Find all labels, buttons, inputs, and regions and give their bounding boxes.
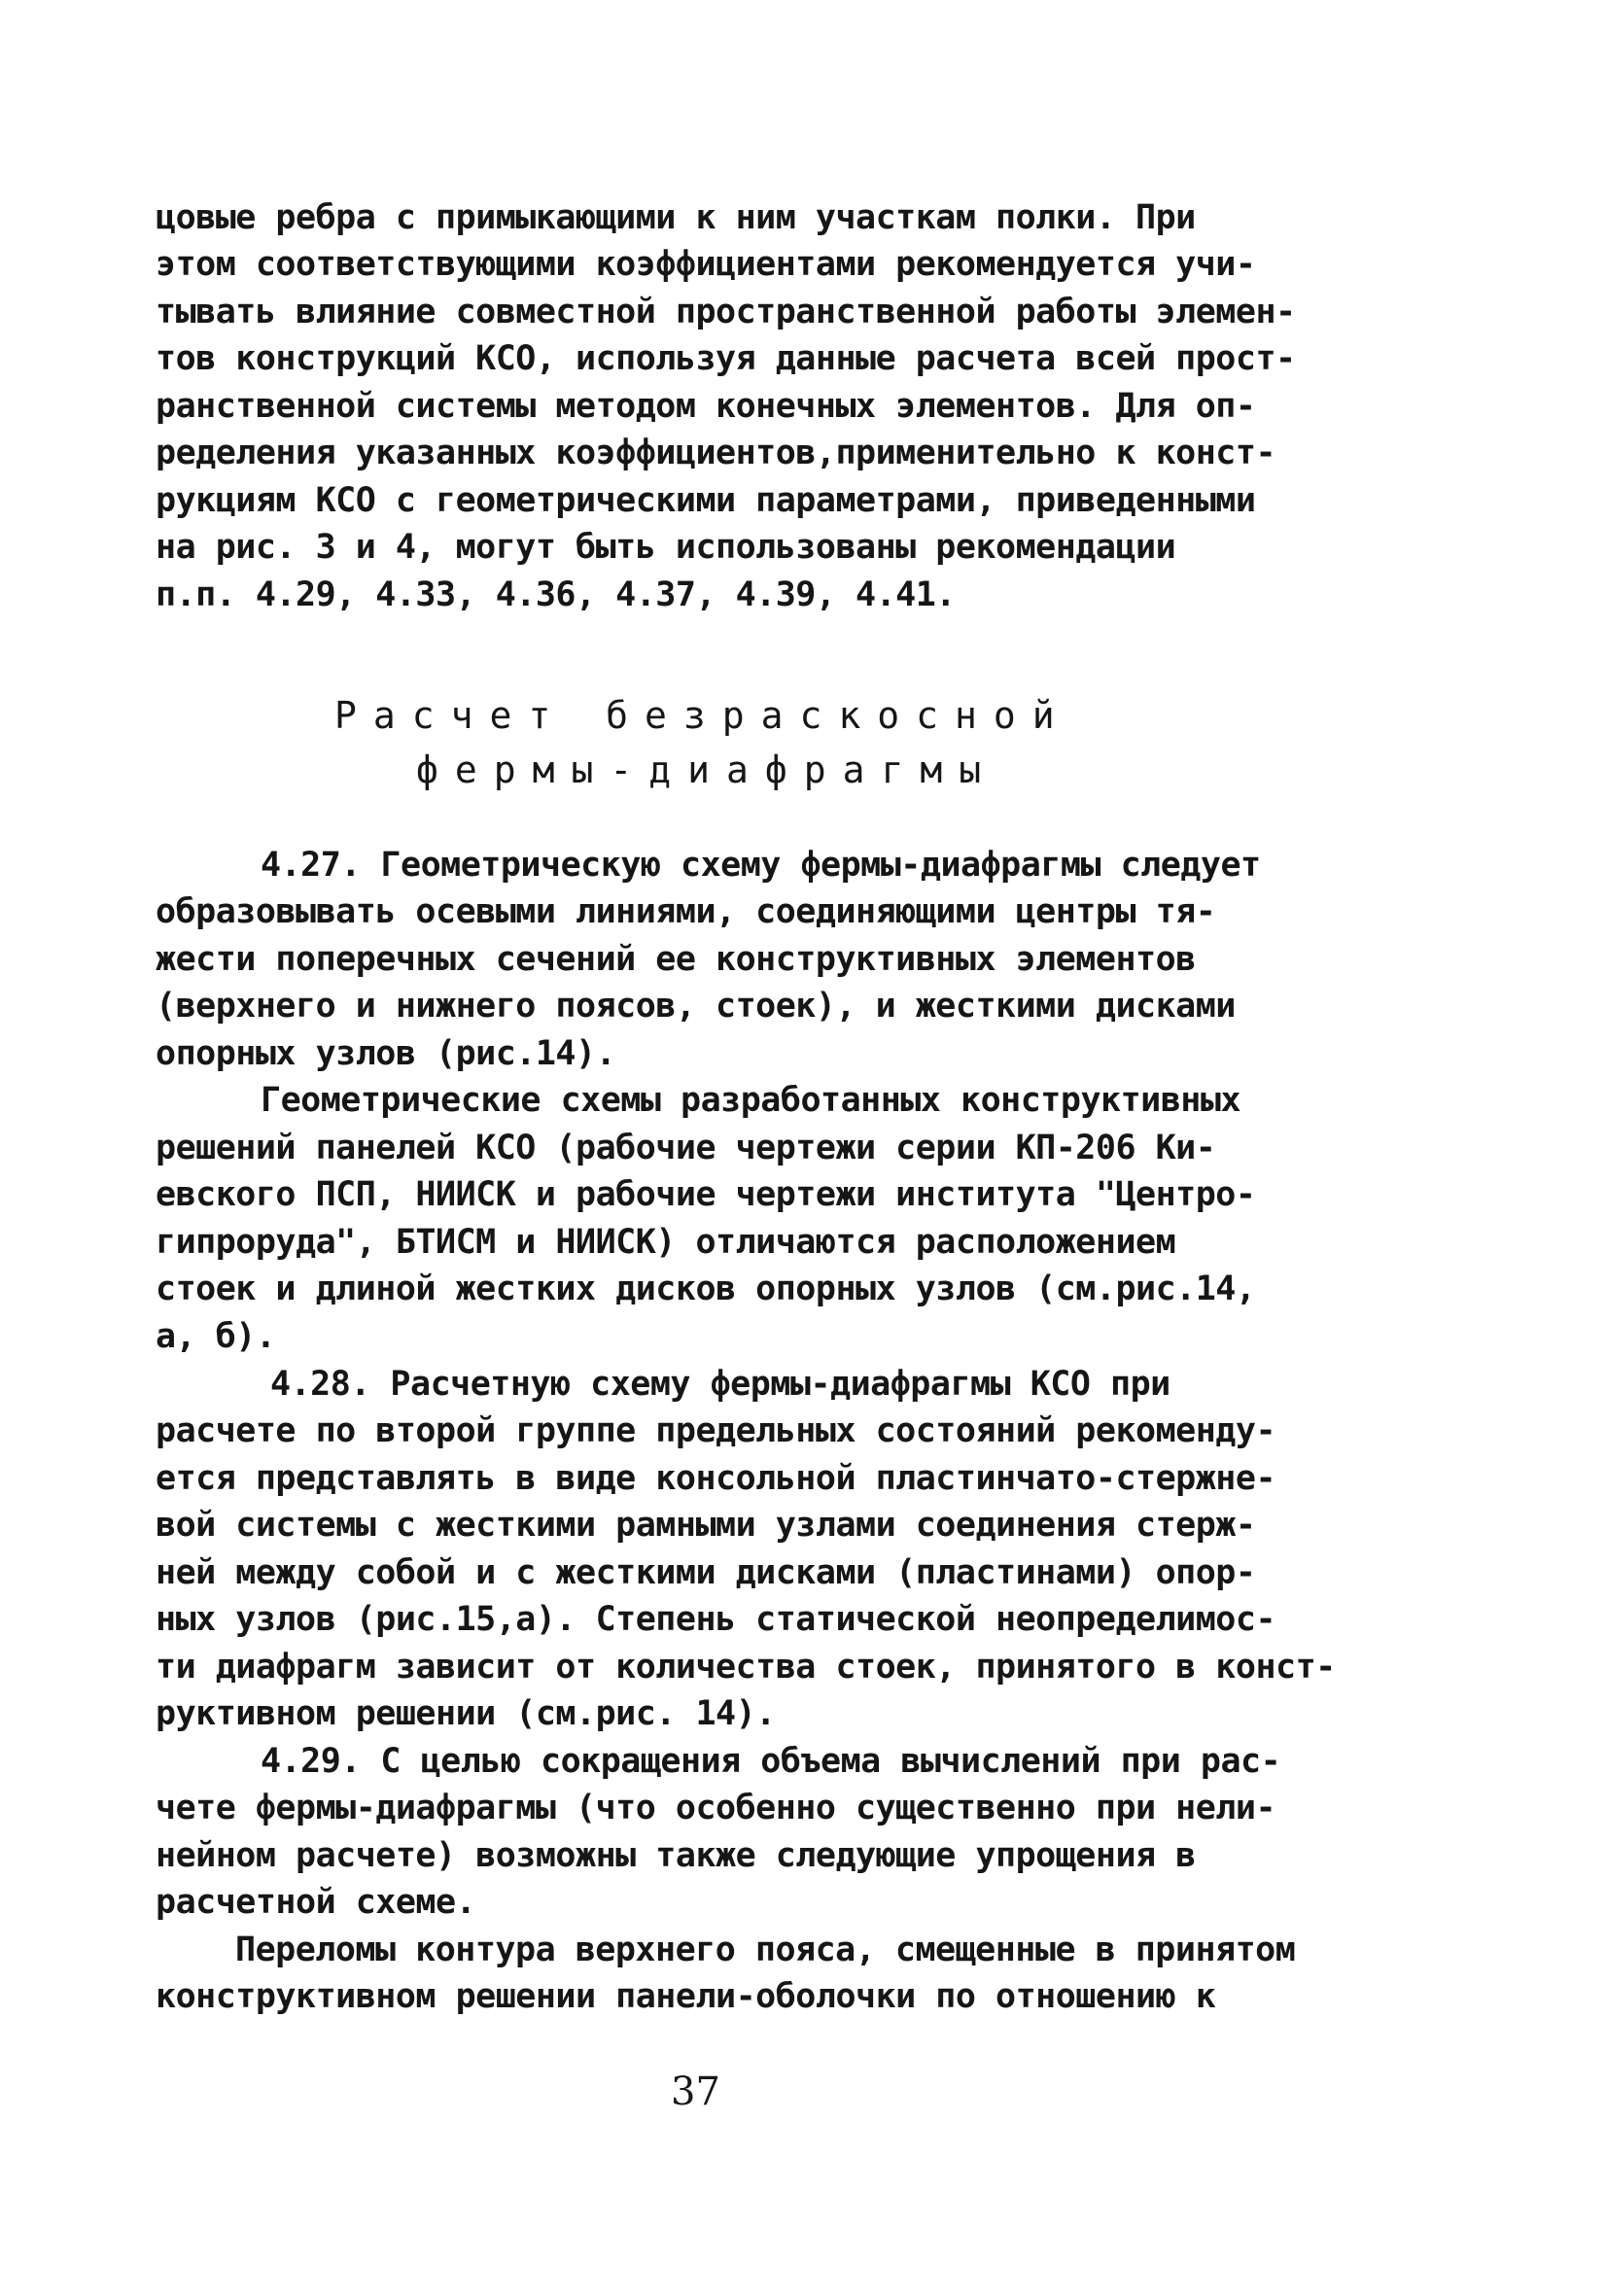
text-line: решений панелей КСО (рабочие чертежи серии КП-206 Ки- (156, 1129, 1216, 1167)
text-line: ределения указанных коэффициентов,применительно к конст- (156, 434, 1276, 472)
text-line: расчете по второй группе предельных состояний рекоменду- (156, 1411, 1276, 1450)
text-line: 4.28. Расчетную схему фермы-диафрагмы КСО при (270, 1365, 1170, 1404)
text-line: 4.27. Геометрическую схему фермы-диафрагмы следует (261, 846, 1261, 885)
text-line: цовые ребра с примыкающими к ним участкам полки. При (156, 198, 1196, 237)
text-line: евского ПСП, НИИСК и рабочие чертежи института "Центро- (156, 1175, 1256, 1214)
section-heading-line-2: фермы-диафрагмы (416, 748, 998, 791)
text-line: ней между собой и с жесткими дисками (пластинами) опор- (156, 1553, 1256, 1592)
text-line: стоек и длиной жестких дисков опорных узлов (см.рис.14, (156, 1270, 1256, 1308)
text-line: гипроруда", БТИСМ и НИИСК) отличаются расположением (156, 1223, 1176, 1262)
text-line: (верхнего и нижнего поясов, стоек), и жесткими дисками (156, 987, 1236, 1026)
text-line: ти диафрагм зависит от количества стоек, принятого в конст- (156, 1648, 1336, 1687)
text-line: конструктивном решении панели-оболочки по отношению к (156, 1977, 1216, 2016)
text-line: а, б). (156, 1317, 276, 1356)
text-line: нейном расчете) возможны также следующие упрощения в (156, 1836, 1196, 1875)
text-line: рукциям КСО с геометрическими параметрами, приведенными (156, 481, 1256, 520)
text-line: жести поперечных сечений ее конструктивных элементов (156, 940, 1196, 979)
text-line: 4.29. С целью сокращения объема вычислений при рас- (261, 1742, 1281, 1781)
text-line: Геометрические схемы разработанных конструктивных (261, 1081, 1241, 1120)
text-line: тывать влияние совместной пространственной работы элемен- (156, 293, 1296, 331)
page-number: 37 (671, 2070, 720, 2114)
text-line: тов конструкций КСО, используя данные расчета всей прост- (156, 339, 1296, 378)
text-line: ных узлов (рис.15,а). Степень статической неопределимос- (156, 1600, 1276, 1639)
text-line: опорных узлов (рис.14). (156, 1034, 616, 1073)
text-line: руктивном решении (см.рис. 14). (156, 1694, 776, 1733)
text-line: п.п. 4.29, 4.33, 4.36, 4.37, 4.39, 4.41. (156, 575, 956, 614)
text-line: на рис. 3 и 4, могут быть использованы рекомендации (156, 528, 1176, 567)
section-heading-line-1: Расчет безраскосной (334, 694, 1071, 737)
text-line: Переломы контура верхнего пояса, смещенные в принятом (235, 1931, 1296, 1969)
text-line: образовывать осевыми линиями, соединяющими центры тя- (156, 892, 1216, 931)
text-line: ется представлять в виде консольной пластинчато-стержне- (156, 1459, 1276, 1498)
text-line: чете фермы-диафрагмы (что особенно существенно при нели- (156, 1789, 1276, 1827)
text-line: вой системы с жесткими рамными узлами соединения стерж- (156, 1506, 1256, 1545)
text-line: ранственной системы методом конечных элементов. Для оп- (156, 387, 1256, 426)
text-line: этом соответствующими коэффициентами рекомендуется учи- (156, 245, 1256, 284)
text-line: расчетной схеме. (156, 1883, 476, 1922)
